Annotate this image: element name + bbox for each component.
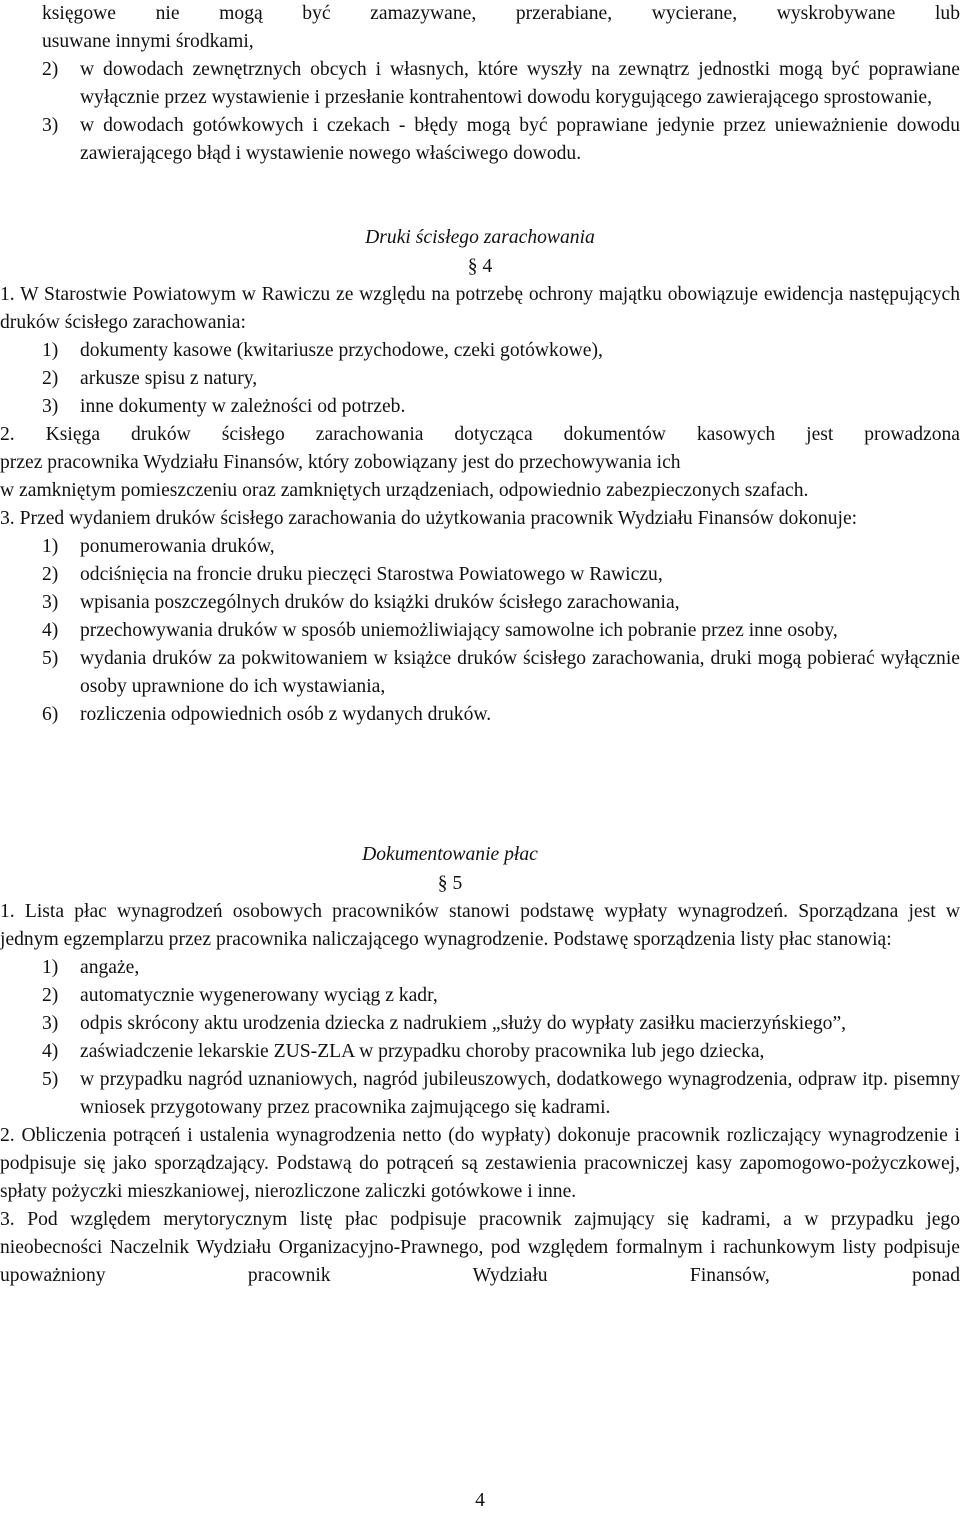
list-item-number: 2): [42, 985, 59, 1006]
page-number: 4: [475, 1490, 485, 1511]
list-item-number: 3): [42, 1013, 59, 1034]
list-item: [0, 645, 960, 701]
list-item-number: 1): [42, 536, 59, 557]
paragraph-5-3: 3. Pod względem merytorycznym listę płac podpisuje pracownik zajmujący się kadrami, a w przypadku jego nieobecności Naczelnik Wydziału Organizacyjno-Prawnego, pod względem formalnym i rachunkowym listy podpisuje upoważniony pracownik Wydziału Finansów, ponad: [0, 1209, 960, 1286]
list-item-number: 4): [42, 620, 59, 641]
section-heading-4: Druki ścisłego zarachowania: [365, 227, 595, 248]
list-item: [0, 617, 960, 645]
list-item-text: w dowodach gotówkowych i czekach - błędy mogą być poprawiane jedynie przez unieważnienie dowodu zawierającego błąd i wystawienie nowego właściwego dowodu.: [80, 115, 960, 164]
list-item-number: 2): [42, 368, 59, 389]
list-item: [0, 954, 960, 982]
section-number-5: § 5: [437, 873, 463, 894]
list-item-text: rozliczenia odpowiednich osób z wydanych druków.: [80, 704, 492, 725]
list-item: [0, 112, 960, 168]
list-item: [0, 701, 960, 729]
list-item: [0, 365, 960, 393]
paragraph-4-1: 1. W Starostwie Powiatowym w Rawiczu ze względu na potrzebę ochrony majątku obowiązuje ewidencja następujących druków ścisłego zarachowania:: [0, 284, 960, 333]
list-item-text: odpis skrócony aktu urodzenia dziecka z nadrukiem „służy do wypłaty zasiłku macierzyńskiego”,: [80, 1013, 847, 1034]
top-list: [0, 56, 960, 168]
paragraph-4-2-line-2: przez pracownika Wydziału Finansów, który zobowiązany jest do przechowywania ich: [0, 452, 681, 473]
list-item-number: 1): [42, 957, 59, 978]
list-item-number: 3): [42, 592, 59, 613]
continuation-line-1: księgowe nie mogą być zamazywane, przerabiane, wycierane, wyskrobywane lub: [42, 3, 960, 24]
list-item: [0, 1038, 960, 1066]
list-item-number: 3): [42, 396, 59, 417]
list-item: [0, 589, 960, 617]
list-item-number: 4): [42, 1041, 59, 1062]
list-item: [0, 56, 960, 112]
list-item-text: angaże,: [80, 957, 140, 978]
list-item-number: 3): [42, 115, 59, 136]
section-number-4: § 4: [467, 256, 493, 277]
list-item: [0, 982, 960, 1010]
continuation-line-2: usuwane innymi środkami,: [42, 31, 254, 52]
list-item-number: 6): [42, 704, 59, 725]
section-heading-5: Dokumentowanie płac: [362, 844, 538, 865]
list-item-text: ponumerowania druków,: [80, 536, 275, 557]
list-item-text: automatycznie wygenerowany wyciąg z kadr,: [80, 985, 438, 1006]
list-item-number: 5): [42, 648, 59, 669]
paragraph-4-2-line-1: 2. Księga druków ścisłego zarachowania dotycząca dokumentów kasowych jest prowadzona: [0, 424, 960, 445]
list-item: [0, 1066, 960, 1122]
list-item-text: wydania druków za pokwitowaniem w książce druków ścisłego zarachowania, druki mogą pobierać wyłącznie osoby uprawnione do ich wystawiania,: [80, 648, 960, 697]
list-item-text: arkusze spisu z natury,: [80, 368, 258, 389]
list-item-text: dokumenty kasowe (kwitariusze przychodowe, czeki gotówkowe),: [80, 340, 603, 361]
paragraph-4-3: 3. Przed wydaniem druków ścisłego zarachowania do użytkowania pracownik Wydziału Finansów dokonuje:: [0, 508, 858, 529]
paragraph-5-2: 2. Obliczenia potrąceń i ustalenia wynagrodzenia netto (do wypłaty) dokonuje pracownik rozliczający wynagrodzenie i podpisuje się jako sporządzający. Podstawą do potrąceń są zestawienia pracowniczej kasy zapomogowo-pożyczkowej, spłaty pożyczki mieszkaniowej, nierozliczone zaliczki gotówkowe i inne.: [0, 1125, 960, 1202]
list-item-text: inne dokumenty w zależności od potrzeb.: [80, 396, 406, 417]
top-continuation: [42, 0, 960, 56]
list-item-text: wpisania poszczególnych druków do książki druków ścisłego zarachowania,: [80, 592, 680, 613]
list-item-number: 1): [42, 340, 59, 361]
list-item-number: 2): [42, 59, 59, 80]
paragraph-5-1: 1. Lista płac wynagrodzeń osobowych pracowników stanowi podstawę wypłaty wynagrodzeń. Sporządzana jest w jednym egzemplarzu przez pracownika naliczającego wynagrodzenie. Podstawę sporządzenia listy płac stanowią:: [0, 901, 960, 950]
list-item-text: zaświadczenie lekarskie ZUS-ZLA w przypadku choroby pracownika lub jego dziecka,: [80, 1041, 765, 1062]
list-item: [0, 533, 960, 561]
list-item-text: w dowodach zewnętrznych obcych i własnych, które wyszły na zewnątrz jednostki mogą być poprawiane wyłącznie przez wystawienie i przesłanie kontrahentowi dowodu korygującego zawierającego sprostowanie,: [80, 59, 960, 108]
list-item: [0, 393, 960, 421]
list-item-text: odciśnięcia na froncie druku pieczęci Starostwa Powiatowego w Rawiczu,: [80, 564, 663, 585]
section-5-body: [0, 898, 960, 1290]
paragraph-4-2-line-3: w zamkniętym pomieszczeniu oraz zamkniętych urządzeniach, odpowiednio zabezpieczonych szafach.: [0, 480, 809, 501]
section-4-body: [0, 281, 960, 729]
list-item: [0, 1010, 960, 1038]
list-item-text: w przypadku nagród uznaniowych, nagród jubileuszowych, dodatkowego wynagrodzenia, odpraw itp. pisemny wniosek przygotowany przez pracownika zajmującego się kadrami.: [80, 1069, 960, 1118]
list-item-number: 2): [42, 564, 59, 585]
list-item-number: 5): [42, 1069, 59, 1090]
list-item: [0, 561, 960, 589]
list-item: [0, 337, 960, 365]
list-item-text: przechowywania druków w sposób uniemożliwiający samowolne ich pobranie przez inne osoby,: [80, 620, 838, 641]
